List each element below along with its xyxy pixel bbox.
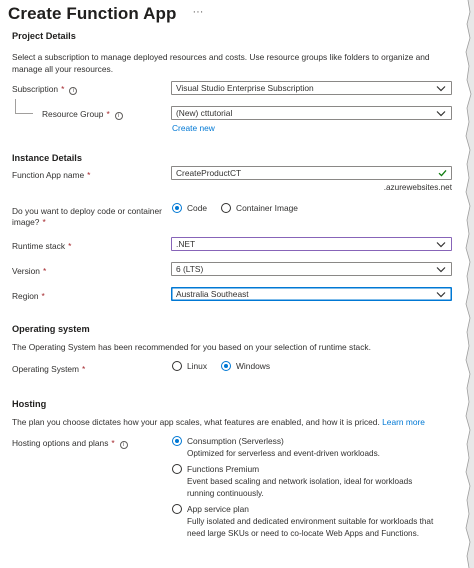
plan-option-consumption[interactable] bbox=[172, 435, 452, 460]
required-marker: * bbox=[42, 217, 46, 227]
radio-button-selected[interactable] bbox=[221, 361, 231, 371]
plan-description-line2: running continuously. bbox=[187, 489, 264, 498]
radio-option-linux[interactable] bbox=[172, 361, 207, 371]
version-label-text: Version bbox=[12, 266, 40, 276]
radio-button[interactable] bbox=[221, 203, 231, 213]
chevron-down-icon bbox=[436, 266, 446, 273]
required-marker: * bbox=[41, 291, 45, 301]
required-marker: * bbox=[82, 364, 86, 374]
chevron-down-icon bbox=[436, 85, 446, 92]
checkmark-icon bbox=[438, 169, 447, 177]
plan-option-app-service[interactable] bbox=[172, 503, 452, 540]
region-value: Australia Southeast bbox=[176, 289, 249, 299]
resource-group-label bbox=[42, 109, 123, 120]
hosting-description: The plan you choose dictates how your app scales, what features are enabled, and how it is priced. bbox=[12, 417, 380, 427]
os-radio-group bbox=[172, 361, 284, 371]
resource-group-label-text: Resource Group bbox=[42, 109, 104, 119]
radio-label: Windows bbox=[236, 361, 271, 371]
subscription-value: Visual Studio Enterprise Subscription bbox=[176, 83, 314, 93]
info-icon[interactable]: i bbox=[115, 112, 123, 120]
more-options-icon[interactable]: ··· bbox=[192, 6, 204, 18]
plan-description: Optimized for serverless and event-driven workloads. bbox=[187, 449, 380, 458]
chevron-down-icon bbox=[436, 110, 446, 117]
instance-details-heading: Instance Details bbox=[12, 153, 82, 163]
plan-name: Consumption (Serverless) bbox=[187, 435, 284, 446]
required-marker: * bbox=[68, 241, 72, 251]
required-marker: * bbox=[111, 438, 115, 448]
function-app-name-value: CreateProductCT bbox=[176, 168, 242, 178]
version-dropdown[interactable] bbox=[171, 262, 452, 276]
page-title: Create Function App bbox=[8, 4, 177, 23]
resource-group-value: (New) cttutorial bbox=[176, 108, 233, 118]
function-app-name-label bbox=[12, 170, 90, 181]
deploy-type-label bbox=[12, 206, 162, 228]
required-marker: * bbox=[61, 84, 65, 94]
runtime-stack-label bbox=[12, 241, 71, 252]
plan-name: App service plan bbox=[187, 503, 249, 514]
create-new-link[interactable]: Create new bbox=[172, 123, 215, 133]
learn-more-link[interactable]: Learn more bbox=[382, 417, 425, 427]
plan-option-head bbox=[172, 435, 452, 446]
radio-label: Container Image bbox=[236, 203, 298, 213]
os-description: The Operating System has been recommended for you based on your selection of runtime stack. bbox=[12, 342, 371, 352]
plan-option-head bbox=[172, 503, 452, 514]
radio-option-windows[interactable] bbox=[221, 361, 270, 371]
plan-description-line1: Fully isolated and dedicated environment suitable for workloads that bbox=[187, 517, 434, 526]
required-marker: * bbox=[42, 266, 47, 276]
region-dropdown[interactable] bbox=[171, 287, 452, 301]
radio-option-container-image[interactable] bbox=[221, 203, 298, 213]
function-app-name-input[interactable] bbox=[171, 166, 452, 180]
info-icon[interactable]: i bbox=[69, 87, 77, 95]
deploy-type-radio-group bbox=[172, 203, 312, 213]
deploy-type-label-line2 bbox=[12, 217, 162, 228]
tree-connector bbox=[15, 99, 16, 113]
page-header bbox=[8, 2, 203, 26]
radio-option-code[interactable] bbox=[172, 203, 207, 213]
radio-button-selected[interactable] bbox=[172, 203, 182, 213]
plan-name: Functions Premium bbox=[187, 463, 260, 474]
subscription-dropdown[interactable] bbox=[171, 81, 452, 95]
hosting-options-label bbox=[12, 438, 128, 449]
radio-button-selected[interactable] bbox=[172, 436, 182, 446]
runtime-stack-value: .NET bbox=[176, 239, 196, 249]
region-label-text: Region bbox=[12, 291, 39, 301]
plan-description bbox=[187, 476, 452, 500]
runtime-stack-dropdown[interactable] bbox=[171, 237, 452, 251]
tree-connector-branch bbox=[15, 113, 33, 114]
subscription-label bbox=[12, 84, 77, 95]
torn-edge-decoration bbox=[460, 0, 474, 568]
version-value: 6 (LTS) bbox=[176, 264, 204, 274]
radio-label: Code bbox=[187, 203, 208, 213]
operating-system-label-text: Operating System bbox=[12, 364, 80, 374]
plan-option-head bbox=[172, 463, 452, 474]
runtime-stack-label-text: Runtime stack bbox=[12, 241, 66, 251]
deploy-type-label-line2-text: image? bbox=[12, 217, 40, 227]
deploy-type-label-line1: Do you want to deploy code or container bbox=[12, 206, 162, 216]
project-details-heading: Project Details bbox=[12, 31, 76, 41]
subscription-label-text: Subscription bbox=[12, 84, 59, 94]
hosting-options-label-text: Hosting options and plans bbox=[12, 438, 109, 448]
chevron-down-icon bbox=[436, 241, 446, 248]
radio-button[interactable] bbox=[172, 361, 182, 371]
function-app-name-label-text: Function App name bbox=[12, 170, 85, 180]
hosting-heading: Hosting bbox=[12, 399, 47, 409]
project-description: Select a subscription to manage deployed resources and costs. Use resource groups like folders to organize and manage all your resources. bbox=[12, 52, 430, 74]
operating-system-label bbox=[12, 364, 85, 375]
plan-description-line1: Event based scaling and network isolation, ideal for workloads bbox=[187, 477, 413, 486]
required-marker: * bbox=[106, 109, 110, 119]
operating-system-heading: Operating system bbox=[12, 324, 90, 334]
info-icon[interactable]: i bbox=[120, 441, 128, 449]
chevron-down-icon bbox=[436, 291, 446, 298]
region-label bbox=[12, 291, 45, 302]
plan-description bbox=[187, 516, 452, 540]
radio-button[interactable] bbox=[172, 464, 182, 474]
resource-group-dropdown[interactable] bbox=[171, 106, 452, 120]
hosting-description-row bbox=[12, 416, 457, 428]
version-label bbox=[12, 266, 46, 277]
domain-suffix: .azurewebsites.net bbox=[383, 183, 452, 192]
plan-option-functions-premium[interactable] bbox=[172, 463, 452, 500]
plan-description-line2: need large SKUs or need to co-locate Web Apps and Functions. bbox=[187, 529, 419, 538]
radio-button[interactable] bbox=[172, 504, 182, 514]
required-marker: * bbox=[87, 170, 91, 180]
radio-label: Linux bbox=[187, 361, 208, 371]
